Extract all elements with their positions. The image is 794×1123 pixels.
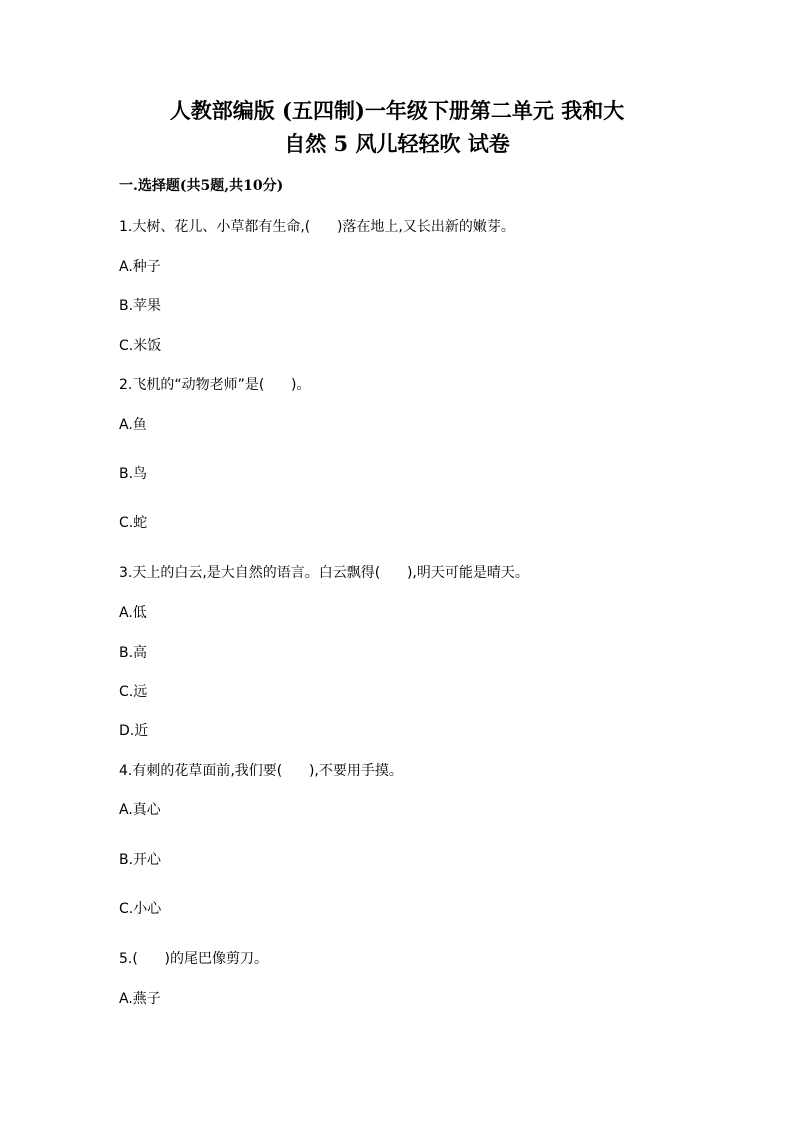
question-3-option-a: A.低 [119, 605, 147, 621]
question-3-option-c: C.远 [119, 684, 148, 700]
question-3-option-b: B.高 [119, 645, 148, 661]
question-3-option-d: D.近 [119, 723, 149, 739]
document-title-line-2: 自然 5 风儿轻轻吹 试卷 [284, 131, 510, 156]
question-5-stem: 5.( )的尾巴像剪刀。 [119, 951, 268, 967]
question-5-option-a: A.燕子 [119, 991, 161, 1007]
section-heading: 一.选择题(共5题,共10分) [119, 178, 284, 194]
question-2-option-a: A.鱼 [119, 417, 147, 433]
question-3-stem: 3.天上的白云,是大自然的语言。白云飘得( ),明天可能是晴天。 [119, 565, 529, 581]
question-2-stem: 2.飞机的“动物老师”是( )。 [119, 377, 311, 393]
question-1-option-a: A.种子 [119, 259, 161, 275]
question-1-option-b: B.苹果 [119, 298, 162, 314]
question-4-option-a: A.真心 [119, 802, 161, 818]
question-4-stem: 4.有刺的花草面前,我们要( ),不要用手摸。 [119, 763, 403, 779]
question-4-option-b: B.开心 [119, 852, 162, 868]
document-title-line-1: 人教部编版 (五四制)一年级下册第二单元 我和大 [169, 98, 625, 123]
question-2-option-b: B.鸟 [119, 466, 148, 482]
question-2-option-c: C.蛇 [119, 515, 148, 531]
question-1-option-c: C.米饭 [119, 338, 162, 354]
question-1-stem: 1.大树、花儿、小草都有生命,( )落在地上,又长出新的嫩芽。 [119, 219, 515, 235]
question-4-option-c: C.小心 [119, 901, 162, 917]
